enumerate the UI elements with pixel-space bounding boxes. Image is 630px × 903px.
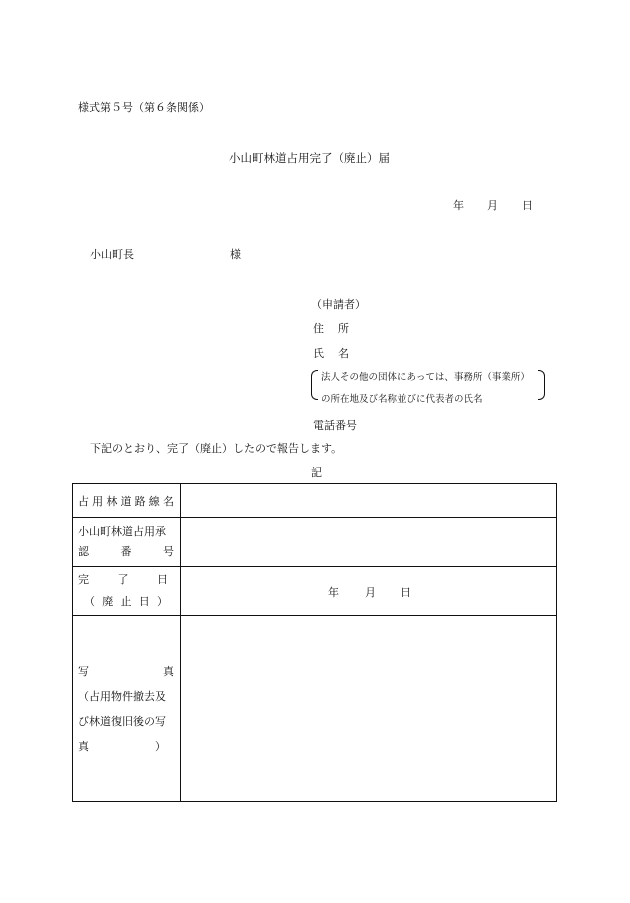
phone-label: 電話番号	[313, 419, 357, 432]
char: 路	[134, 494, 146, 508]
char: 用	[92, 494, 104, 508]
char: 線	[148, 494, 160, 508]
month-label: 月	[487, 199, 498, 212]
corp-note-line1: 法人その他の団体にあっては、事務所（事業所）	[321, 372, 530, 383]
char: 真	[78, 739, 89, 753]
address-label-1: 住	[313, 322, 324, 335]
photo-value[interactable]	[181, 616, 557, 802]
address-label-2: 所	[338, 322, 349, 335]
char: 林	[106, 494, 118, 508]
route-name-label	[73, 484, 181, 518]
addressee-honorific: 様	[230, 248, 241, 261]
table-row-completion-date	[73, 567, 557, 616]
approval-number-value[interactable]	[181, 518, 557, 567]
form-number: 様式第５号（第６条関係）	[78, 101, 210, 114]
char: 号	[163, 545, 174, 558]
value-year: 年	[328, 586, 339, 599]
photo-label-line3: び林道復旧後の写	[78, 714, 166, 728]
char: 日	[138, 595, 150, 608]
char: 止	[120, 595, 132, 608]
char: 日	[157, 573, 168, 586]
route-name-value[interactable]	[181, 484, 557, 518]
approval-number-line1: 小山町林道占用承	[78, 525, 166, 538]
char: 道	[120, 494, 132, 508]
char: 真	[163, 664, 174, 678]
applicant-heading: （申請者）	[311, 298, 366, 311]
left-bracket	[311, 370, 318, 400]
char: 写	[78, 664, 89, 678]
table-row-photo	[73, 616, 557, 802]
name-label-2: 名	[338, 347, 349, 360]
char: 認	[78, 545, 89, 558]
day-label: 日	[522, 199, 533, 212]
char: ）	[155, 739, 166, 753]
char: 名	[162, 494, 174, 508]
value-day: 日	[400, 586, 411, 599]
char: 番	[120, 545, 132, 558]
body-text: 下記のとおり、完了（廃止）したので報告します。	[90, 442, 343, 455]
addressee-name: 小山町長	[90, 248, 134, 261]
table-row-route-name	[73, 484, 557, 518]
photo-label	[73, 616, 181, 802]
char: 了	[117, 573, 129, 586]
table-row-approval-number	[73, 518, 557, 567]
char: 占	[78, 494, 89, 508]
photo-label-line2: （占用物件撤去及	[78, 689, 166, 703]
char: （	[84, 595, 95, 608]
name-label-1: 氏	[313, 347, 324, 360]
corp-note-line2: の所在地及び名称並びに代表者の氏名	[321, 394, 483, 405]
completion-date-value[interactable]	[181, 567, 557, 616]
ki-label: 記	[311, 466, 322, 479]
char: ）	[157, 595, 168, 608]
value-month: 月	[365, 586, 376, 599]
report-table	[72, 483, 557, 802]
approval-number-label	[73, 518, 181, 567]
right-bracket	[538, 370, 545, 400]
char: 完	[78, 573, 89, 586]
year-label: 年	[453, 199, 464, 212]
completion-date-label	[73, 567, 181, 616]
document-title: 小山町林道占用完了（廃止）届	[229, 151, 390, 165]
char: 廃	[102, 595, 114, 608]
